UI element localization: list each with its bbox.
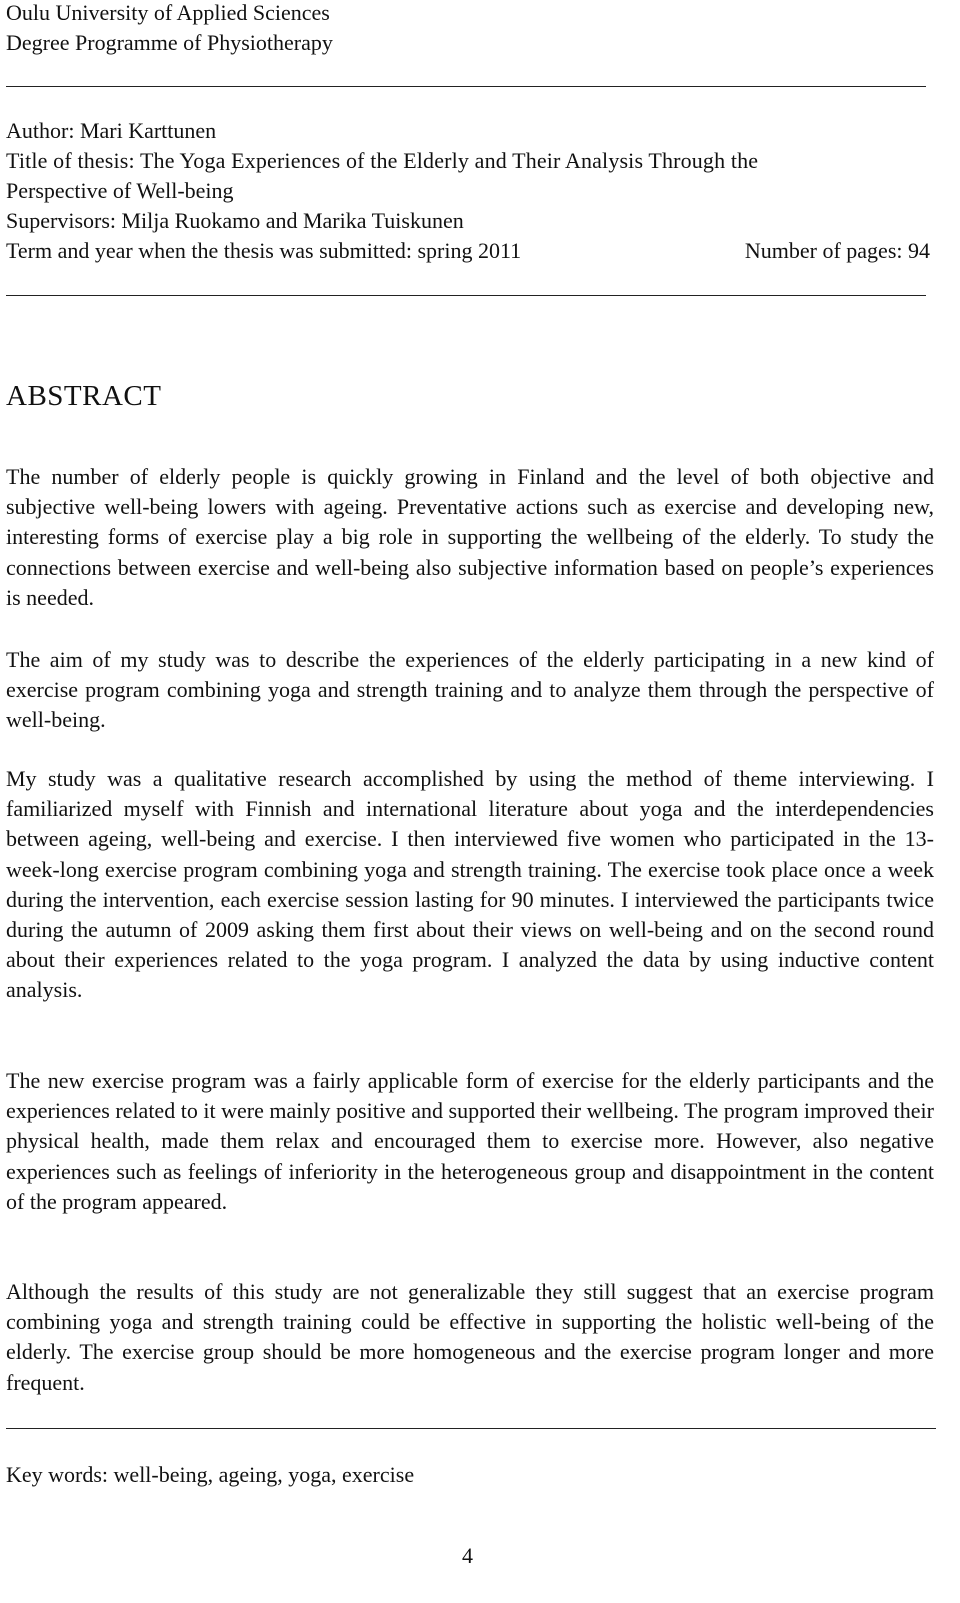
abstract-paragraph-3: My study was a qualitative research accomplished by using the method of theme interviewing. I familiarized myself with Finnish and international literature about yoga and the interdependencies between ageing, well-being and exercise. I then interviewed five women who participated in the 13-week-long exercise program combining yoga and strength training. The exercise took place once a week during the intervention, each exercise session lasting for 90 minutes. I interviewed the participants twice during the autumn of 2009 asking them first about their views on well-being and on the second round about their experiences related to the yoga program. I analyzed the data by using inductive content analysis.: [6, 766, 934, 1003]
metadata-divider: [6, 295, 926, 296]
abstract-paragraph-4: The new exercise program was a fairly applicable form of exercise for the elderly participants and the experiences related to it were mainly positive and supported their wellbeing. The program improved their physical health, made them relax and encouraged them to exercise more. However, also negative experiences such as feelings of inferiority in the heterogeneous group and disappointment in the content of the program appeared.: [6, 1068, 934, 1214]
keywords-line: Key words: well-being, ageing, yoga, exercise: [6, 1462, 415, 1487]
page-count: Number of pages: 94: [744, 238, 930, 263]
supervisors-line: Supervisors: Milja Ruokamo and Marika Tuiskunen: [6, 208, 464, 233]
header-divider: [6, 86, 926, 87]
thesis-title-line-2: Perspective of Well-being: [6, 178, 234, 203]
thesis-title-line-1: Title of thesis: The Yoga Experiences of the Elderly and Their Analysis Through the: [6, 148, 759, 173]
abstract-heading: ABSTRACT: [6, 380, 162, 412]
institution-name: Oulu University of Applied Sciences: [6, 0, 330, 25]
thesis-metadata: [6, 116, 936, 266]
abstract-paragraph-2: The aim of my study was to describe the experiences of the elderly participating in a new kind of exercise program combining yoga and strength training and to analyze them through the perspective of well-being.: [6, 647, 934, 733]
abstract-paragraph-5: Although the results of this study are not generalizable they still suggest that an exercise program combining yoga and strength training could be effective in supporting the holistic well-being of the elderly. The exercise group should be more homogeneous and the exercise program longer and more frequent.: [6, 1279, 934, 1395]
author-line: Author: Mari Karttunen: [6, 118, 217, 143]
degree-programme: Degree Programme of Physiotherapy: [6, 30, 333, 55]
document-header: [6, 0, 333, 58]
submission-term: Term and year when the thesis was submitted: spring 2011: [6, 238, 522, 263]
page-number: 4: [462, 1543, 473, 1568]
abstract-paragraph-1: The number of elderly people is quickly growing in Finland and the level of both objective and subjective well-being lowers with ageing. Preventative actions such as exercise and developing new, interesting forms of exercise play a big role in supporting the wellbeing of the elderly. To study the connections between exercise and well-being also subjective information based on people’s experiences is needed.: [6, 464, 934, 610]
abstract-divider: [6, 1428, 936, 1429]
term-pages-row: [6, 236, 930, 266]
